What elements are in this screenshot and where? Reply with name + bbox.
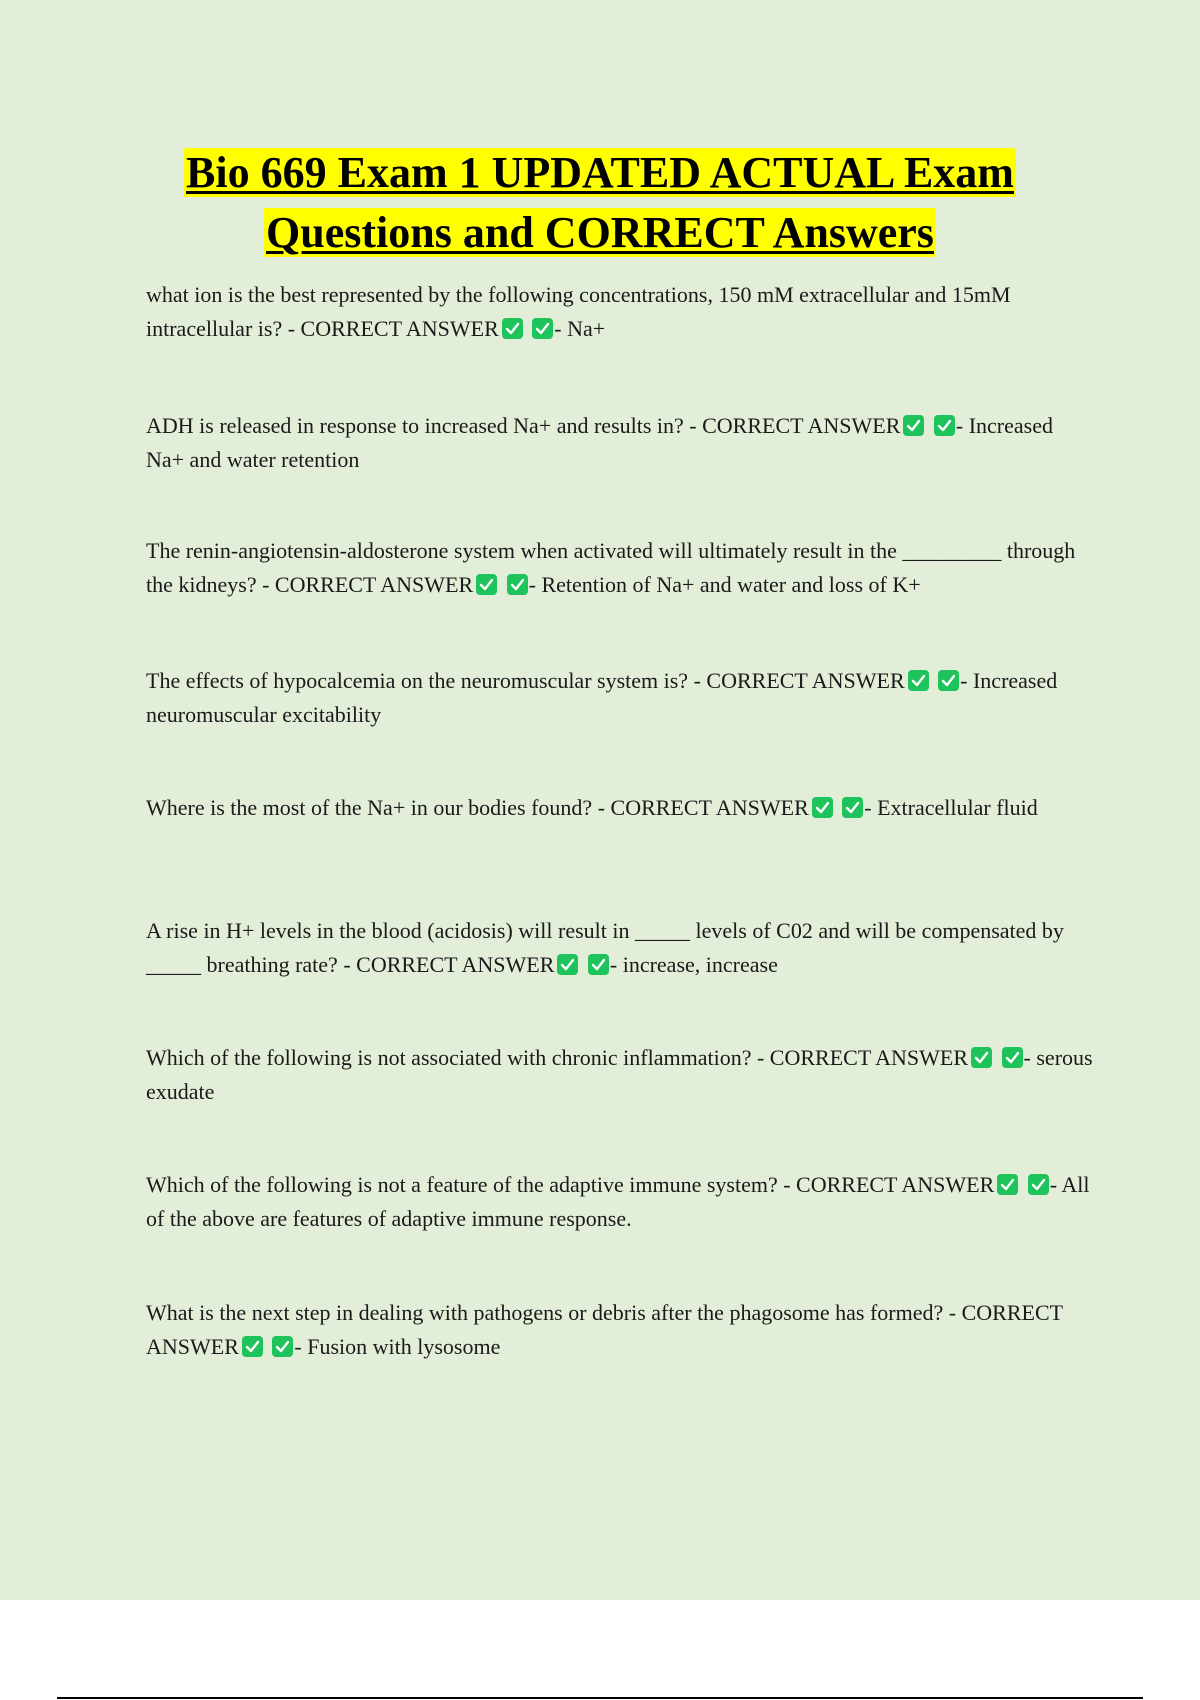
qa-item-2: [146, 409, 1096, 477]
check-mark-icon: [1002, 1047, 1023, 1068]
check-mark-icon: [507, 574, 528, 595]
qa-item-6: [146, 914, 1096, 982]
check-mark-icon: [476, 574, 497, 595]
answer-text: - increase, increase: [609, 952, 778, 977]
check-mark-icon: [842, 797, 863, 818]
answer-tag: CORRECT ANSWER: [274, 572, 474, 597]
check-mark-icon: [502, 318, 523, 339]
answer-text: - Na+: [554, 316, 606, 341]
question-text: The effects of hypocalcemia on the neuromuscular system is? -: [146, 668, 707, 693]
answer-tag: CORRECT ANSWER: [146, 1300, 1063, 1359]
question-text: Which of the following is not associated with chronic inflammation? -: [146, 1045, 770, 1070]
qa-item-4: [146, 664, 1096, 732]
question-text: ADH is released in response to increased Na+ and results in? -: [146, 413, 703, 438]
answer-text: - serous exudate: [146, 1045, 1093, 1104]
answer-text: - Retention of Na+ and water and loss of K+: [528, 572, 921, 597]
answer-tag: CORRECT ANSWER: [706, 668, 905, 693]
check-mark-icon: [532, 318, 553, 339]
qa-item-5: [146, 791, 1096, 825]
answer-tag: CORRECT ANSWER: [300, 316, 499, 341]
qa-item-7: [146, 1041, 1096, 1109]
check-mark-icon: [997, 1174, 1018, 1195]
question-text: The renin-angiotensin-aldosterone system when activated will ultimately result in the _________ through the kidneys? -: [146, 538, 1076, 597]
answer-text: - Extracellular fluid: [864, 795, 1038, 820]
footer-divider: [57, 1697, 1143, 1699]
answer-text: - Increased neuromuscular excitability: [146, 668, 1058, 727]
check-mark-icon: [938, 670, 959, 691]
title-line-1: Bio 669 Exam 1 UPDATED ACTUAL Exam: [186, 148, 1014, 197]
answer-text: - All of the above are features of adaptive immune response.: [146, 1172, 1090, 1231]
check-mark-icon: [1028, 1174, 1049, 1195]
question-text: Which of the following is not a feature of the adaptive immune system? -: [146, 1172, 797, 1197]
answer-text: - Fusion with lysosome: [294, 1334, 501, 1359]
check-mark-icon: [242, 1336, 263, 1357]
question-text: What is the next step in dealing with pathogens or debris after the phagosome has formed? -: [146, 1300, 962, 1325]
check-mark-icon: [272, 1336, 293, 1357]
check-mark-icon: [971, 1047, 992, 1068]
question-text: Where is the most of the Na+ in our bodies found? -: [146, 795, 611, 820]
qa-item-8: [146, 1168, 1096, 1236]
qa-item-9: [146, 1296, 1096, 1364]
qa-item-1: [146, 278, 1096, 346]
document-title: [130, 143, 1070, 263]
answer-tag: CORRECT ANSWER: [769, 1045, 969, 1070]
answer-tag: CORRECT ANSWER: [796, 1172, 995, 1197]
qa-item-3: [146, 534, 1096, 602]
question-text: A rise in H+ levels in the blood (acidosis) will result in _____ levels of C02 and will be compensated by _____ breathing rate? -: [146, 918, 1064, 977]
check-mark-icon: [557, 954, 578, 975]
answer-tag: CORRECT ANSWER: [610, 795, 809, 820]
answer-tag: CORRECT ANSWER: [356, 952, 555, 977]
check-mark-icon: [934, 415, 955, 436]
check-mark-icon: [588, 954, 609, 975]
check-mark-icon: [903, 415, 924, 436]
title-line-2: Questions and CORRECT Answers: [266, 208, 934, 257]
check-mark-icon: [812, 797, 833, 818]
check-mark-icon: [908, 670, 929, 691]
answer-tag: CORRECT ANSWER: [702, 413, 901, 438]
question-text: what ion is the best represented by the following concentrations, 150 mM extracellular and 15mM intracellular is? -: [146, 282, 1011, 341]
answer-text: - Increased Na+ and water retention: [146, 413, 1053, 472]
